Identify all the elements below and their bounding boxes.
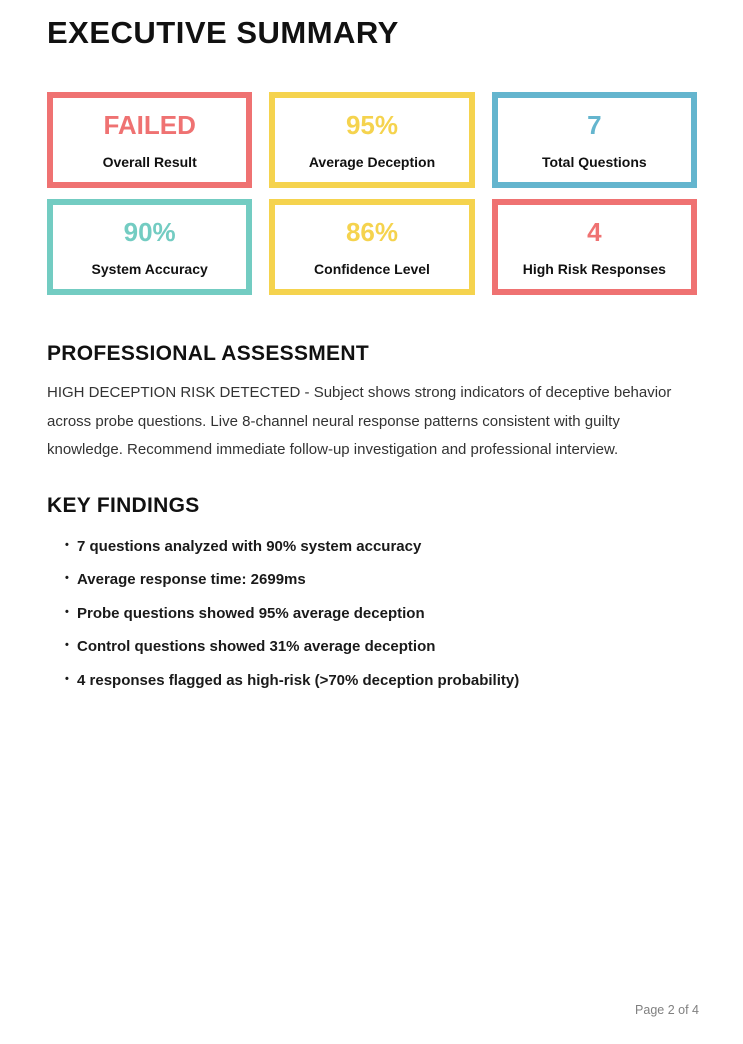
assessment-heading: PROFESSIONAL ASSESSMENT xyxy=(47,342,369,365)
finding-item: • Average response time: 2699ms xyxy=(67,572,697,587)
stat-card xyxy=(47,92,252,188)
stat-value: 90% xyxy=(123,216,176,247)
page-number: Page 2 of 4 xyxy=(635,1003,699,1017)
findings-list xyxy=(47,539,697,688)
findings-section xyxy=(47,493,697,688)
stat-card xyxy=(269,92,474,188)
stat-label: Total Questions xyxy=(541,153,647,170)
assessment-section xyxy=(47,341,697,465)
stat-card xyxy=(492,199,697,295)
stat-card xyxy=(492,92,697,188)
finding-item: • Control questions showed 31% average deception xyxy=(67,639,697,654)
stat-value: 7 xyxy=(587,109,602,140)
page-title: EXECUTIVE SUMMARY xyxy=(47,15,399,50)
stat-label: Overall Result xyxy=(102,153,197,170)
stat-label: High Risk Responses xyxy=(522,260,666,277)
stat-value: 95% xyxy=(345,109,399,140)
stat-value: FAILED xyxy=(103,109,196,140)
stat-label: System Accuracy xyxy=(91,260,208,277)
stat-value: 4 xyxy=(587,216,602,247)
findings-heading: KEY FINDINGS xyxy=(47,493,200,517)
stat-label: Average Deception xyxy=(308,153,436,170)
stats-grid xyxy=(47,92,697,295)
assessment-body: HIGH DECEPTION RISK DETECTED - Subject shows strong indicators of deceptive behavior across probe questions. Live 8-channel neural response patterns consistent with guilty knowledge. Recommend immediate follow-up investigation and professional interview. xyxy=(47,384,672,458)
finding-item: • 4 responses flagged as high-risk (>70% deception probability) xyxy=(67,673,697,688)
stat-label: Confidence Level xyxy=(314,260,430,277)
finding-item: • Probe questions showed 95% average deception xyxy=(67,606,697,621)
stat-value: 86% xyxy=(345,216,399,247)
stat-card xyxy=(47,199,252,295)
stat-card xyxy=(269,199,474,295)
finding-item: • 7 questions analyzed with 90% system accuracy xyxy=(67,539,697,554)
